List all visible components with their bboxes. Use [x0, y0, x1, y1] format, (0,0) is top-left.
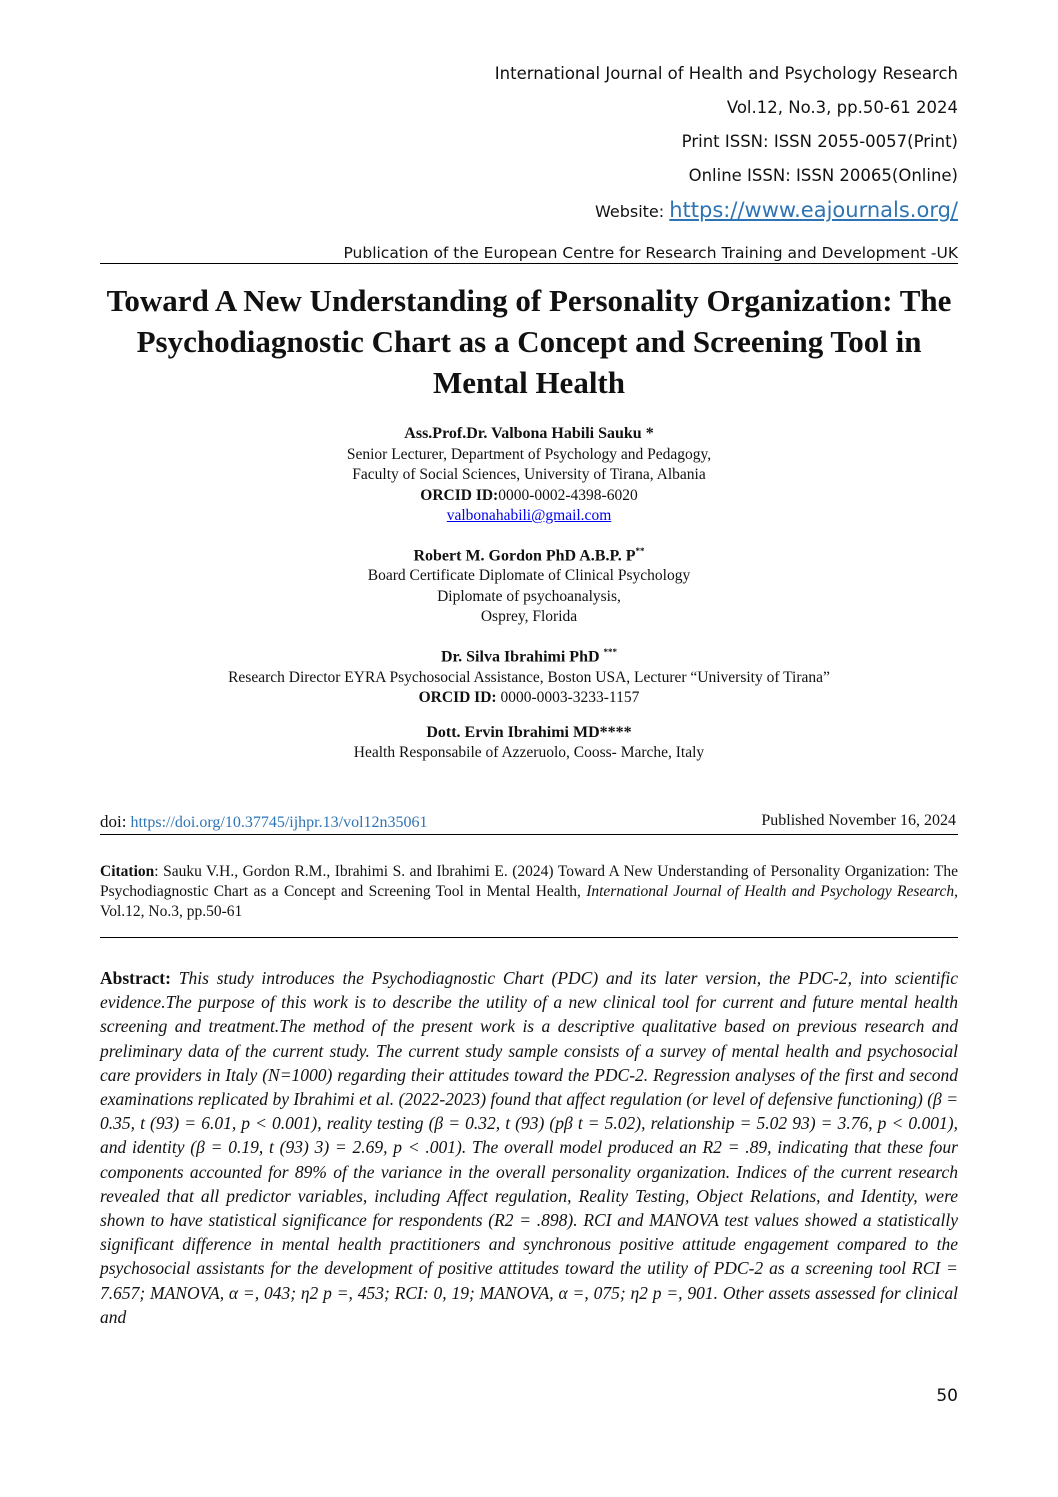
citation-journal: International Journal of Health and Psychology Research	[586, 883, 955, 900]
website-link[interactable]: https://www.eajournals.org/	[669, 198, 958, 222]
orcid-label: ORCID ID:	[420, 486, 499, 504]
author-block-4	[100, 723, 958, 764]
doi-link[interactable]: https://doi.org/10.37745/ijhpr.13/vol12n35061	[130, 814, 428, 831]
website-line	[595, 198, 958, 222]
doi-divider	[100, 834, 958, 835]
author-mark: ***	[603, 646, 618, 657]
author-affiliation: Board Certificate Diplomate of Clinical Psychology	[367, 567, 691, 585]
orcid-value: 0000-0002-4398-6020	[498, 486, 638, 504]
citation-block	[100, 862, 958, 922]
author-affiliation: Osprey, Florida	[480, 608, 578, 626]
citation-text: : Sauku V.H., Gordon R.M., Ibrahimi S. and Ibrahimi E. (2024) Toward A New Understanding of Personality Organization: The Psychodiagnostic Chart as a Concept and Screening Tool in Mental Health,	[100, 863, 958, 900]
author-orcid	[100, 486, 958, 507]
publisher-line: Publication of the European Centre for Research Training and Development -UK	[343, 244, 958, 262]
author-list	[100, 424, 958, 778]
author-block-1	[100, 424, 958, 527]
header-divider	[100, 263, 958, 264]
citation-label: Citation	[100, 863, 155, 880]
print-issn: Print ISSN: ISSN 2055-0057(Print)	[681, 132, 958, 151]
online-issn: Online ISSN: ISSN 20065(Online)	[688, 166, 958, 185]
author-affiliation: Health Responsabile of Azzeruolo, Cooss- Marche, Italy	[353, 744, 705, 762]
published-date: Published November 16, 2024	[761, 812, 956, 829]
author-affiliation: Faculty of Social Sciences, University of Tirana, Albania	[352, 466, 706, 483]
abstract-block	[100, 966, 958, 1329]
author-mark: **	[635, 545, 645, 556]
doi-label: doi:	[100, 812, 127, 831]
author-orcid	[100, 688, 958, 709]
orcid-label: ORCID ID:	[418, 689, 497, 707]
author-email-link[interactable]: valbonahabili@gmail.com	[446, 507, 612, 524]
website-label: Website:	[594, 202, 665, 221]
doi-row	[100, 812, 958, 832]
journal-name: International Journal of Health and Psychology Research	[494, 64, 958, 83]
author-name: Robert M. Gordon PhD A.B.P. P**	[413, 545, 645, 564]
author-name: Ass.Prof.Dr. Valbona Habili Sauku *	[404, 425, 654, 442]
citation-divider	[100, 937, 958, 938]
author-name: Dr. Silva Ibrahimi PhD ***	[440, 646, 618, 666]
citation-text-end: , Vol.12, No.3, pp.50-61	[100, 883, 958, 920]
author-affiliation: Diplomate of psychoanalysis,	[437, 587, 621, 605]
paper-title: Toward A New Understanding of Personality Organization: The Psychodiagnostic Chart as a Concept and Screening Tool in Mental Health	[106, 283, 952, 400]
volume-info: Vol.12, No.3, pp.50-61 2024	[726, 98, 958, 117]
author-affiliation: Research Director EYRA Psychosocial Assistance, Boston USA, Lecturer “University of Tirana”	[228, 668, 830, 686]
page-number: 50	[936, 1386, 958, 1406]
abstract-label: Abstract:	[100, 968, 171, 988]
author-affiliation: Senior Lecturer, Department of Psychology and Pedagogy,	[346, 445, 712, 463]
author-block-3	[100, 642, 958, 709]
author-block-2	[100, 541, 958, 628]
orcid-value: 0000-0003-3233-1157	[496, 689, 640, 707]
author-name: Dott. Ervin Ibrahimi MD****	[426, 723, 632, 741]
abstract-text: This study introduces the Psychodiagnostic Chart (PDC) and its later version, the PDC-2, into scientific evidence.The purpose of this work is to describe the utility of a new clinical tool for current and future mental health screening and treatment.The method of the present work is a descriptive qualitative based on previous research and preliminary data of the current study. The current study sample consists of a survey of mental health and psychosocial care providers in Italy (N=1000) regarding their attitudes toward the PDC-2. Regression analyses of the first and second examinations replicated by Ibrahimi et al. (2022-2023) found that affect regulation (or level of defensive functioning) (β = 0.35, t (93) = 6.01, p < 0.001), reality testing (β = 0.32, t (93) (pβ t = 5.02), relationship = 5.02 93) = 3.76, p < 0.001), and identity (β = 0.19, t (93) 3) = 2.69, p < .001). The overall model produced an R2 = .89, indicating that these four components accounted for 89% of the variance in the overall personality organization. Indices of the current research revealed that all predictor variables, including Affect regulation, Reality Testing, Object Relations, and Identity, were shown to have statistical significance for respondents (R2 = .898). RCI and MANOVA test values showed a statistically significant difference in mental health practitioners and synchronous positive attitude engagement compared to the psychosocial assistants for the development of positive attitudes toward the utility of PDC-2 as a screening tool RCI = 7.657; MANOVA, α =, 043; η2 p =, 453; RCI: 0, 19; MANOVA, α =, 075; η2 p =, 901. Other assets assessed for clinical and	[100, 968, 958, 1327]
